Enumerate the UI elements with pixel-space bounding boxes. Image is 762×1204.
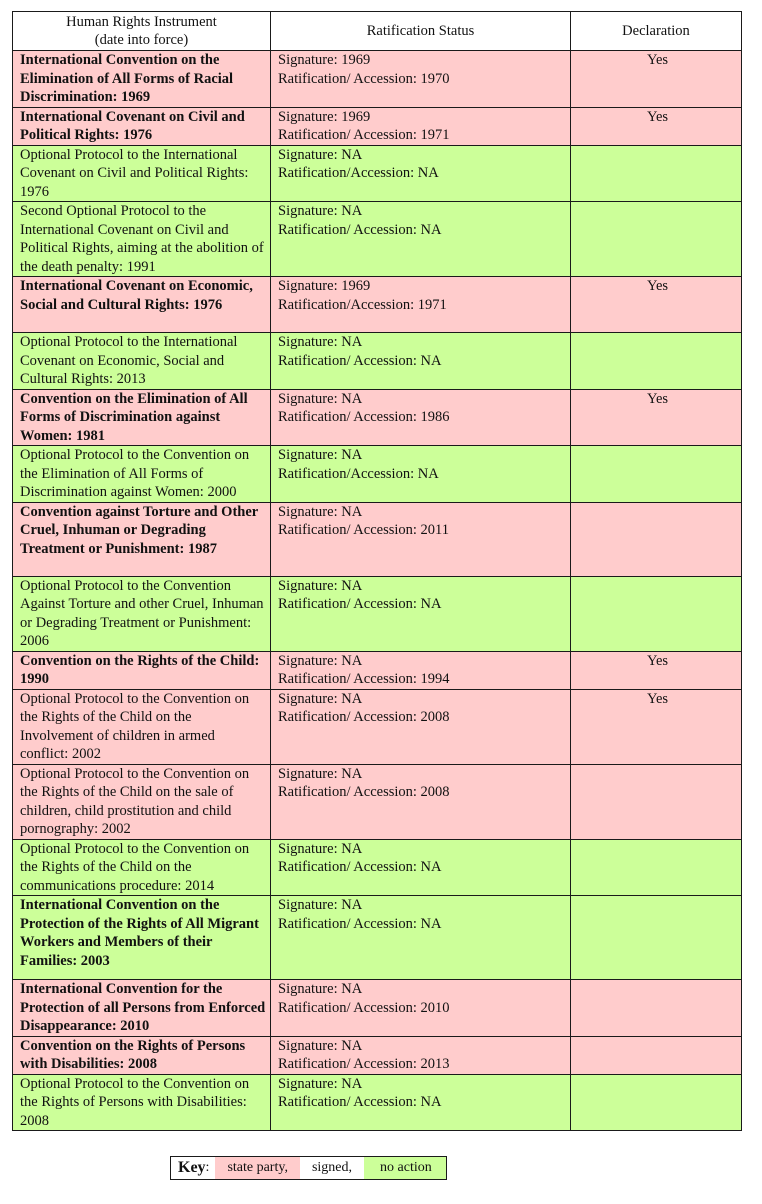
signature-text: Signature: NA — [278, 503, 363, 520]
declaration-cell — [571, 145, 742, 202]
signature-text: Signature: NA — [278, 447, 363, 463]
declaration-cell — [571, 202, 742, 277]
instrument-cell: International Convention on the Protection of the Rights of All Migrant Workers and Members of their Families: 2003 — [13, 896, 271, 980]
instrument-cell: International Convention on the Elimination of All Forms of Racial Discrimination: 1969 — [13, 51, 271, 108]
declaration-cell: Yes — [571, 277, 742, 333]
ratification-status-cell — [271, 1036, 571, 1074]
signature-text: Signature: NA — [278, 897, 363, 913]
key-signed — [300, 1157, 364, 1179]
table-row — [13, 896, 742, 980]
instrument-cell: Optional Protocol to the Convention on the Rights of Persons with Disabilities: 2008 — [13, 1074, 271, 1131]
ratification-text: Ratification/ Accession: 2008 — [278, 709, 450, 725]
table-row — [13, 1074, 742, 1131]
table-row — [13, 277, 742, 333]
declaration-cell: Yes — [571, 651, 742, 689]
signature-text: Signature: NA — [278, 840, 363, 857]
instrument-cell: Convention on the Elimination of All Forms of Discrimination against Women: 1981 — [13, 389, 271, 446]
signature-text: Signature: NA — [278, 690, 363, 707]
ratification-status-cell — [271, 651, 571, 689]
ratification-status-cell — [271, 839, 571, 896]
declaration-cell — [571, 980, 742, 1037]
signature-text: Signature: NA — [278, 203, 363, 219]
ratification-text: Ratification/ Accession: NA — [278, 859, 442, 875]
header-declaration: Declaration — [571, 12, 742, 51]
ratification-text: Ratification/ Accession: NA — [278, 596, 442, 612]
header-ratification-status: Ratification Status — [271, 12, 571, 51]
instrument-cell: International Convention for the Protection of all Persons from Enforced Disappearance: 2010 — [13, 980, 271, 1037]
instrument-cell: Second Optional Protocol to the International Covenant on Civil and Political Rights, aiming at the abolition of the death penalty: 1991 — [13, 202, 271, 277]
table-row — [13, 576, 742, 651]
key-state-party — [215, 1157, 300, 1179]
instrument-cell: Optional Protocol to the International Covenant on Economic, Social and Cultural Rights: 2013 — [13, 333, 271, 390]
signature-text: Signature: 1969 — [278, 52, 371, 68]
instrument-cell: International Covenant on Civil and Political Rights: 1976 — [13, 107, 271, 145]
ratification-status-cell — [271, 202, 571, 277]
ratification-text: Ratification/ Accession: 1970 — [278, 70, 450, 87]
table-row — [13, 202, 742, 277]
signature-text: Signature: NA — [278, 334, 363, 350]
table-row — [13, 839, 742, 896]
ratification-status-cell — [271, 446, 571, 503]
declaration-cell — [571, 764, 742, 839]
table-row — [13, 446, 742, 503]
declaration-cell — [571, 333, 742, 390]
table-row — [13, 107, 742, 145]
declaration-cell — [571, 896, 742, 980]
table-row — [13, 502, 742, 576]
instrument-cell: Convention on the Rights of the Child: 1990 — [13, 651, 271, 689]
signature-text: Signature: 1969 — [278, 278, 371, 294]
instrument-cell: Optional Protocol to the International Covenant on Civil and Political Rights: 1976 — [13, 145, 271, 202]
declaration-cell — [571, 446, 742, 503]
table-header-row — [13, 12, 742, 51]
signature-text: Signature: NA — [278, 981, 363, 997]
signature-text: Signature: 1969 — [278, 108, 371, 125]
table-body — [13, 51, 742, 1131]
ratification-status-cell — [271, 1074, 571, 1131]
key-state-party-label: state party, — [227, 1160, 288, 1175]
ratification-text: Ratification/ Accession: 1971 — [278, 127, 450, 143]
declaration-cell: Yes — [571, 389, 742, 446]
ratification-status-cell — [271, 277, 571, 333]
ratification-status-cell — [271, 764, 571, 839]
ratification-text: Ratification/Accession: NA — [278, 465, 439, 482]
key-no-action-label: no action — [380, 1160, 432, 1175]
ratification-text: Ratification/Accession: NA — [278, 165, 439, 181]
ratification-status-cell — [271, 107, 571, 145]
instrument-cell: Convention on the Rights of Persons with Disabilities: 2008 — [13, 1036, 271, 1074]
key-title: Key — [178, 1159, 206, 1176]
declaration-cell — [571, 1074, 742, 1131]
color-key — [170, 1156, 447, 1180]
ratification-text: Ratification/ Accession: 1986 — [278, 409, 450, 425]
signature-text: Signature: NA — [278, 652, 363, 669]
declaration-cell: Yes — [571, 107, 742, 145]
signature-text: Signature: NA — [278, 765, 363, 782]
header-instrument-line1: Human Rights Instrument — [66, 14, 217, 30]
instrument-cell: Optional Protocol to the Convention on the Rights of the Child on the sale of children, child prostitution and child pornography: 2002 — [13, 764, 271, 839]
declaration-cell: Yes — [571, 51, 742, 108]
instrument-cell: Optional Protocol to the Convention Against Torture and other Cruel, Inhuman or Degrading Treatment or Punishment: 2006 — [13, 576, 271, 651]
key-signed-label: signed, — [311, 1160, 353, 1175]
key-title-cell — [171, 1157, 215, 1179]
ratification-status-cell — [271, 333, 571, 390]
signature-text: Signature: NA — [278, 1037, 363, 1054]
table-row — [13, 389, 742, 446]
table-row — [13, 689, 742, 764]
declaration-cell — [571, 576, 742, 651]
ratification-status-cell — [271, 389, 571, 446]
ratification-text: Ratification/ Accession: NA — [278, 352, 442, 369]
instrument-cell: Optional Protocol to the Convention on the Elimination of All Forms of Discrimination against Women: 2000 — [13, 446, 271, 503]
table-row — [13, 145, 742, 202]
human-rights-instruments-table — [12, 11, 742, 1131]
ratification-status-cell — [271, 576, 571, 651]
instrument-cell: International Covenant on Economic, Social and Cultural Rights: 1976 — [13, 277, 271, 333]
signature-text: Signature: NA — [278, 390, 363, 407]
table-row — [13, 764, 742, 839]
ratification-text: Ratification/ Accession: 2008 — [278, 784, 450, 800]
ratification-status-cell — [271, 980, 571, 1037]
key-colon: : — [205, 1160, 210, 1175]
header-instrument-line2: (date into force) — [94, 32, 189, 48]
table-row — [13, 980, 742, 1037]
ratification-status-cell — [271, 145, 571, 202]
table-row — [13, 333, 742, 390]
instrument-cell: Optional Protocol to the Convention on the Rights of the Child on the communications procedure: 2014 — [13, 839, 271, 896]
ratification-text: Ratification/ Accession: 1994 — [278, 671, 450, 687]
ratification-text: Ratification/ Accession: NA — [278, 915, 442, 932]
header-instrument — [13, 12, 271, 51]
ratification-text: Ratification/ Accession: 2011 — [278, 522, 450, 538]
instrument-cell: Convention against Torture and Other Cruel, Inhuman or Degrading Treatment or Punishment: 1987 — [13, 502, 271, 576]
table-row — [13, 51, 742, 108]
key-no-action — [364, 1157, 446, 1179]
declaration-cell: Yes — [571, 689, 742, 764]
declaration-cell — [571, 839, 742, 896]
table-row — [13, 1036, 742, 1074]
ratification-status-cell — [271, 896, 571, 980]
declaration-cell — [571, 502, 742, 576]
ratification-text: Ratification/Accession: 1971 — [278, 296, 447, 313]
declaration-cell — [571, 1036, 742, 1074]
ratification-status-cell — [271, 51, 571, 108]
ratification-text: Ratification/ Accession: NA — [278, 1094, 442, 1110]
instrument-cell: Optional Protocol to the Convention on the Rights of the Child on the Involvement of children in armed conflict: 2002 — [13, 689, 271, 764]
signature-text: Signature: NA — [278, 577, 363, 594]
ratification-text: Ratification/ Accession: NA — [278, 221, 442, 238]
ratification-text: Ratification/ Accession: 2013 — [278, 1056, 450, 1072]
ratification-status-cell — [271, 502, 571, 576]
table-row — [13, 651, 742, 689]
ratification-status-cell — [271, 689, 571, 764]
signature-text: Signature: NA — [278, 1075, 363, 1092]
signature-text: Signature: NA — [278, 146, 363, 163]
ratification-text: Ratification/ Accession: 2010 — [278, 999, 450, 1016]
